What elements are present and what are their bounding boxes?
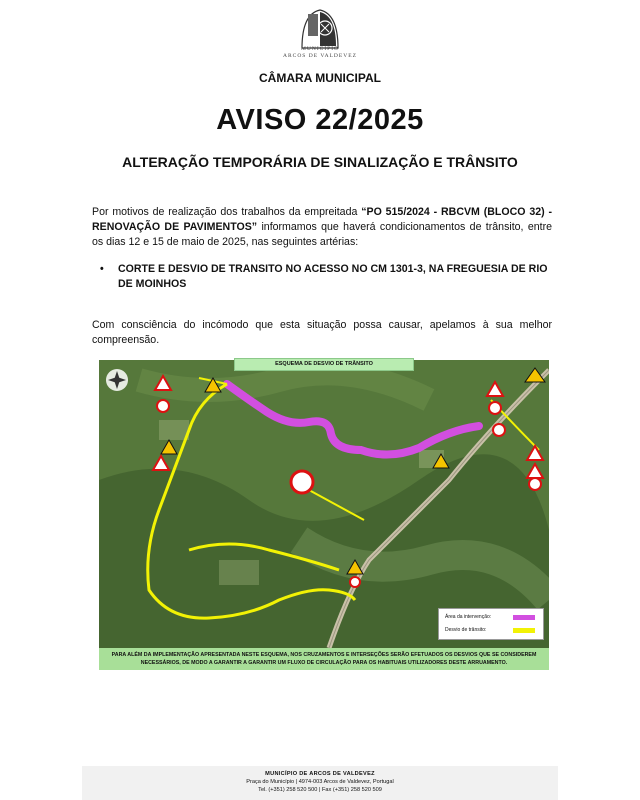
intro-paragraph: Por motivos de realização dos trabalhos da empreitada “PO 515/2024 - RBCVM (BLOCO 32) - RENOVAÇÃO DE PAVIMENTOS” informamos que haverá condicionamentos de trânsito, entre os dias 12 e 15 de maio de 2025, nas seguintes artérias: [92,206,553,248]
map-title: ESQUEMA DE DESVIO DE TRÂNSITO [234,358,414,371]
bullet-icon: • [100,263,104,275]
footer-title: MUNICÍPIO DE ARCOS DE VALDEVEZ [265,771,375,777]
compass-icon [106,369,128,391]
legend-detour-swatch [513,628,535,633]
footer-contacts: Tel. (+351) 258 520 500 | Fax (+351) 258 520 509 [258,787,382,793]
footer [82,766,558,800]
legend-detour-label: Desvio de trânsito: [445,627,487,633]
notice-title: AVISO 22/2025 [216,104,424,136]
map-note: PARA ALÉM DA IMPLEMENTAÇÃO APRESENTADA NESTE ESQUEMA, NOS CRUZAMENTOS E INTERSEÇÕES SERÃO EFETUADOS OS DESVIOS QUE SE CONSIDEREM NECESSÁRIOS, DE MODO A GARANTIR A GARANTIR UM FLUXO DE CIRCULAÇÃO PARA OS HABITUAIS UTILIZADORES DESTE ARRUAMENTO. [99,648,549,670]
organization-heading: CÂMARA MUNICIPAL [259,71,381,85]
legend-intervention-swatch [513,615,535,620]
affected-street-item: • CORTE E DESVIO DE TRANSITO NO ACESSO NO CM 1301-3, NA FREGUESIA DE RIO DE MOINHOS [100,263,548,290]
notice-subtitle: ALTERAÇÃO TEMPORÁRIA DE SINALIZAÇÃO E TRÂNSITO [122,154,518,170]
logo-caption: MUNICÍPIO ARCOS DE VALDEVEZ [283,46,357,59]
footer-address: Praça do Município | 4974-003 Arcos de Valdevez, Portugal [246,779,394,785]
legend-intervention-label: Área da intervenção: [445,614,492,620]
detour-map [99,360,549,648]
closing-paragraph: Com consciência do incómodo que esta situação possa causar, apelamos à sua melhor compreensão. [92,319,552,346]
map-legend [438,608,544,640]
